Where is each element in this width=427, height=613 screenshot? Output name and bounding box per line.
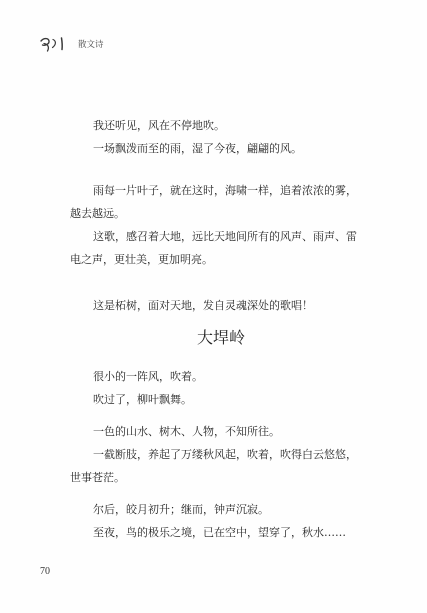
paragraph — [70, 294, 370, 317]
prev-stanza-2 — [70, 179, 370, 271]
text-line: 很小的一阵风，吹着。 — [93, 370, 203, 383]
paragraph — [70, 365, 370, 388]
paragraph — [70, 225, 370, 271]
paragraph — [70, 137, 370, 160]
text-line: 世事苍茫。 — [70, 471, 125, 484]
text-line: 这是柘树，面对天地，发自灵魂深处的歌唱！ — [93, 299, 313, 312]
text-line: 吹过了，柳叶飘舞。 — [93, 393, 192, 406]
paragraph — [70, 498, 370, 521]
poem-title: 大垾岭 — [196, 328, 245, 347]
paragraph — [70, 443, 370, 489]
paragraph — [70, 521, 370, 544]
text-line: 电之声，更壮美，更加明亮。 — [70, 253, 213, 266]
text-line: 我还听见，风在不停地吹。 — [93, 119, 225, 132]
series-label: 散文诗 — [78, 40, 104, 50]
text-line: 一截断肢，养起了万缕秋风起，吹着，吹得白云悠悠， — [93, 448, 357, 461]
calligraphy-logo-icon — [38, 35, 72, 53]
poem-stanza-2 — [70, 420, 370, 489]
prev-stanza-1 — [70, 114, 370, 160]
paragraph — [70, 114, 370, 137]
poem-stanza-3 — [70, 498, 370, 544]
paragraph — [70, 420, 370, 443]
page-number: 70 — [40, 566, 50, 577]
text-line: 雨每一片叶子，就在这时，海啸一样，追着浓浓的雾， — [93, 184, 357, 197]
text-line: 越去越远。 — [70, 207, 125, 220]
text-line: 这歌，感召着大地，远比天地间所有的风声、雨声、雷 — [93, 230, 357, 243]
text-line: 一色的山水、树木、人物，不知所往。 — [93, 425, 280, 438]
poem-stanza-1 — [70, 365, 370, 411]
prev-stanza-3 — [70, 294, 370, 317]
text-line: 尔后，皎月初升；继而，钟声沉寂。 — [93, 503, 269, 516]
text-line: 至夜，鸟的极乐之境，已在空中，望穿了，秋水…… — [93, 526, 346, 539]
text-line: 一场飘泼而至的雨，湿了今夜，翩翩的风。 — [93, 142, 302, 155]
paragraph — [70, 179, 370, 225]
paragraph — [70, 388, 370, 411]
